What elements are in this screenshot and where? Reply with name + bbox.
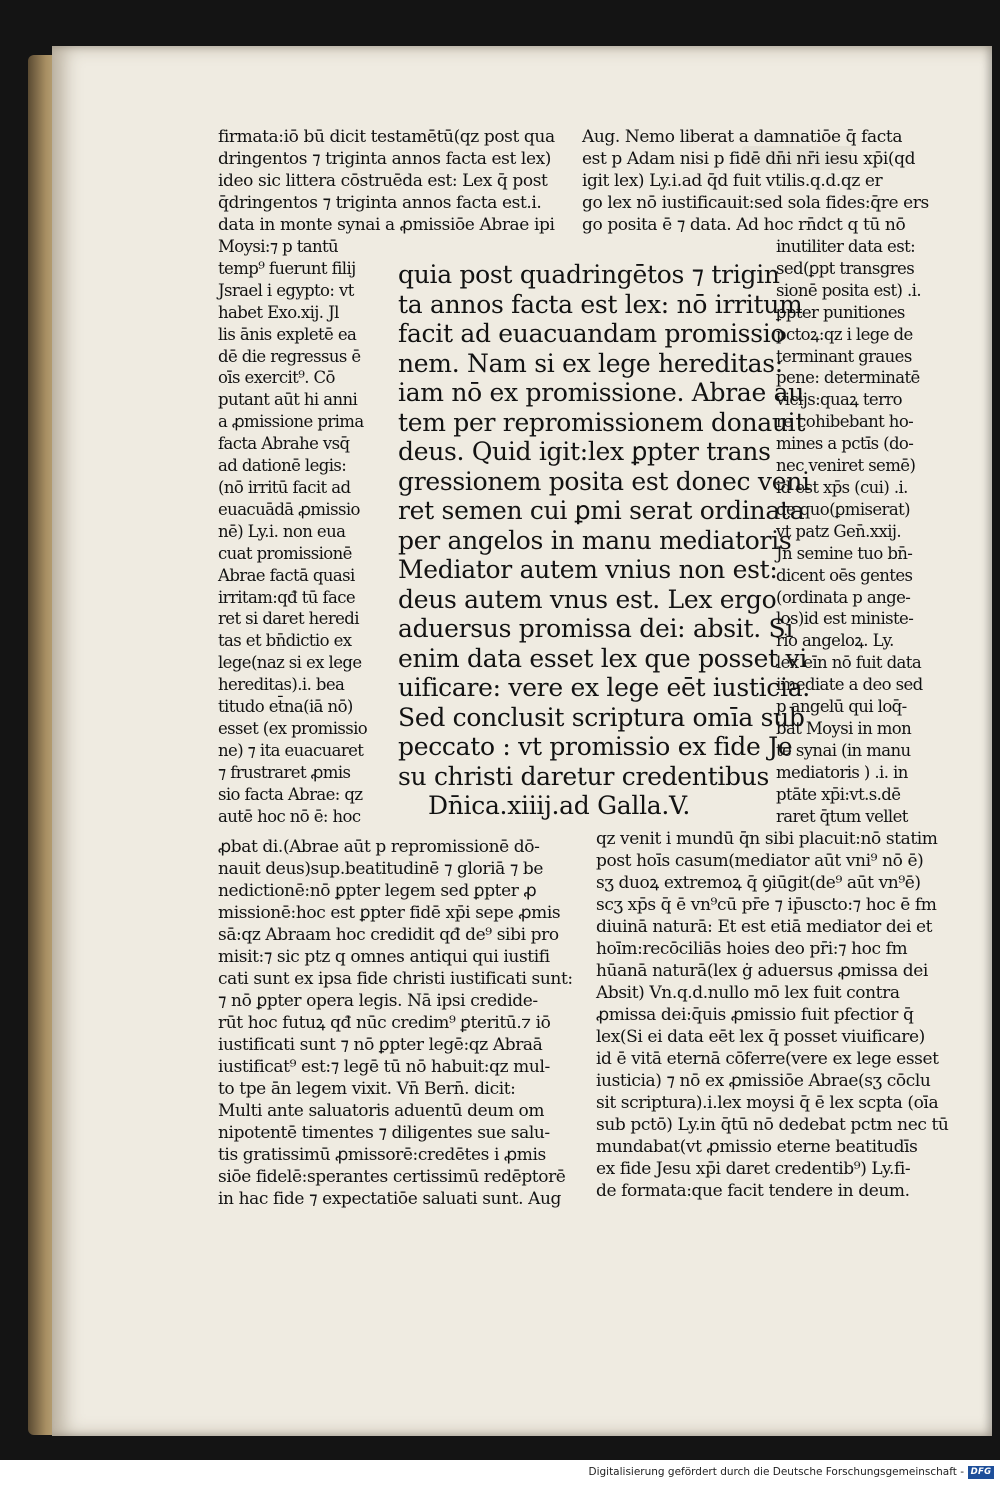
footer-credit [588, 1463, 994, 1481]
text-line: diuinā naturā: Et est etiā mediator dei et [596, 917, 933, 937]
text-line: ꝑpter punitiones [776, 302, 905, 322]
footer-text: Digitalisierung gefördert durch die Deutsche Forschungsgemeinschaft - [588, 1466, 964, 1478]
text-line: scʒ xp̄s q̄ ē vn⁹cū pr̄e ⁊ ip̄uscto:⁊ hoc ē fm [596, 895, 937, 915]
bottom-left-gloss [218, 836, 573, 1210]
left-column-gloss [218, 236, 367, 827]
text-line: habet Exo.xij. Jl [218, 302, 339, 322]
text-line: pene: determinatē [776, 368, 920, 388]
text-line: dringentos ⁊ triginta annos facta est lex) [218, 149, 552, 169]
text-line: Sed conclusit scriptura omīa sub [398, 702, 805, 732]
text-line: cati sunt ex ipsa fide christi iustificati sunt: [218, 969, 573, 989]
text-line: ptāte xp̄i:vt.s.dē [776, 784, 901, 804]
text-line: lis ānis expletē ea [218, 324, 357, 344]
text-line: iustificat⁹ est:⁊ legē tū nō habuit:qz mul- [218, 1057, 550, 1077]
text-line: facta Abrahe vsq̄ [218, 434, 350, 454]
text-line: pctoꝝ:qz i lege de [776, 324, 913, 344]
text-line: q̄dringentos ⁊ triginta annos facta est.i. [218, 193, 542, 213]
text-line: nipotentē timentes ⁊ diligentes sue salu- [218, 1123, 550, 1143]
text-line: mediatoris ) .i. in [776, 762, 908, 782]
text-line: hūanā naturā(lex ġ aduersus ꝓmissa dei [596, 961, 928, 981]
text-line: sā:qz Abraam hoc credidit qđ de⁹ sibi pro [218, 925, 559, 945]
text-line: rio angeloꝝ. Ly. [776, 631, 894, 651]
text-line: (ordinata p ange- [776, 587, 911, 607]
text-line: ret semen cui ꝑmi serat ordinata [398, 496, 805, 525]
text-line: vicijs:quaꝝ terro [776, 390, 902, 410]
text-line: iustificati sunt ⁊ nō ꝑpter legē:qz Abraā [218, 1035, 543, 1055]
text-line: terminant graues [776, 346, 912, 366]
text-line: enim data esset lex que posset vi [398, 643, 807, 673]
text-line: de formata:que facit tendere in deum. [596, 1181, 910, 1201]
text-line: data in monte synai a ꝓmissiōe Abrae ipi [218, 215, 555, 235]
text-line: id ē vitā eternā cōferre(vere ex lege esset [596, 1049, 939, 1069]
text-line: re cohibebant ho- [776, 412, 914, 432]
text-line: per angelos in manu mediatoris [398, 525, 792, 555]
text-line: dicent oēs gentes [776, 565, 913, 585]
text-line: misit:⁊ sic ptz q omnes antiqui qui iustifi [218, 947, 550, 967]
text-line: iam nō ex promissione. Abrae au [398, 378, 805, 407]
text-line: irritam:qđ tū face [218, 587, 356, 607]
text-line: nē) Ly.i. non eua [218, 521, 346, 541]
text-line: ꝓbat di.(Abrae aūt p repromissionē dō- [218, 837, 540, 857]
text-line: Multi ante saluatoris aduentū deum om [218, 1101, 545, 1121]
text-line: mines a pctīs (do- [776, 434, 914, 454]
text-line: tis gratissimū ꝓmissorē:credētes i ꝓmis [218, 1145, 546, 1165]
text-line: ad dationē legis: [218, 456, 347, 476]
text-line: Mediator autem vnius non est: [398, 555, 778, 584]
text-line: sionē posita est) .i. [776, 280, 921, 300]
text-line: aduersus promissa dei: absit. Si [398, 614, 794, 643]
text-line: nauit deus)sup.beatitudinē ⁊ gloriā ⁊ be [218, 859, 544, 879]
text-line: gressionem posita est donec veni [398, 466, 810, 496]
text-line: post hoīs casum(mediator aūt vni⁹ nō ē) [596, 851, 924, 871]
top-right-gloss [582, 126, 929, 236]
bottom-right-gloss [596, 828, 948, 1202]
text-line: ideo sic littera cōstruēda est: Lex q̄ post [218, 171, 548, 191]
text-line: nedictionē:nō ꝑpter legem sed ꝑpter ꝓ [218, 881, 537, 901]
text-line: ⁊ frustraret ꝓmis [218, 762, 351, 782]
main-text-lines [398, 260, 810, 791]
lection-heading: Dn̄ica.xiiij.ad Galla.V. [428, 791, 691, 820]
text-line: tem per repromissionem donauit [398, 407, 806, 437]
text-line: bat Moysi in mon [776, 718, 912, 738]
text-line: su christi daretur credentibus [398, 761, 770, 791]
text-line: lex eīn nō fuit data [776, 653, 922, 673]
text-line: in hac fide ⁊ expectatiōe saluati sunt. Aug [218, 1189, 561, 1209]
text-line: inutiliter data est: [776, 237, 916, 256]
text-line: esset (ex promissio [218, 718, 368, 738]
text-line: lege(naz si ex lege [218, 653, 362, 673]
text-line: hoīm:recōciliās hoies deo pr̄i:⁊ hoc fm [596, 939, 908, 959]
text-line: iusticia) ⁊ nō ex ꝓmissiōe Abrae(sʒ cōclu [596, 1071, 931, 1091]
text-line: deus autem vnus est. Lex ergo [398, 584, 777, 614]
text-line: ꝓmissa dei:q̄uis ꝓmissio fuit pfectior q̄ [596, 1005, 914, 1025]
text-line: go lex nō iustificauit:sed sola fides:q̄re ers [582, 193, 929, 213]
text-line: putant aūt hi anni [218, 390, 358, 410]
text-line: ne) ⁊ ita euacuaret [218, 740, 364, 760]
text-line: te synai (in manu [776, 740, 911, 760]
text-line: Aug. Nemo liberat a damnatiōe q̄ facta [582, 127, 903, 147]
text-line: sed(ꝑpt transgres [776, 258, 915, 278]
text-line: a ꝓmissione prima [218, 412, 364, 432]
text-line: titudo et̄na(iā nō) [218, 697, 353, 717]
text-line: siōe fidelē:sperantes certissimū redēptorē [218, 1167, 566, 1187]
dfg-logo-icon: DFG [968, 1466, 994, 1479]
text-line: deus. Quid igit:lex ꝑpter trans [398, 437, 771, 466]
text-line: sub pctō) Ly.in q̄tū nō dedebat pctm nec tū [596, 1115, 949, 1135]
text-line: sʒ duoꝝ extremoꝝ q̄ ꝯiūgit(de⁹ aūt vn⁹ē) [596, 873, 921, 893]
text-line: go posita ē ⁊ data. Ad hoc rn̄dct q tū nō [582, 215, 906, 235]
text-line: ta annos facta est lex: nō irritum [398, 289, 803, 319]
text-line: tas et bn̄dictio ex [218, 631, 352, 651]
text-line: ret si daret heredi [218, 609, 359, 629]
text-line: de quo(ꝑmiserat) [776, 499, 910, 519]
text-line: Abrae factā quasi [218, 565, 355, 585]
text-line: firmata:iō bū dicit testamētū(qz post qua [218, 127, 555, 147]
text-line: lex(Si ei data eēt lex q̄ posset viuificare) [596, 1027, 925, 1047]
text-line: euacuādā ꝓmissio [218, 499, 360, 519]
text-line: ex fide Jesu xp̄i daret credentib⁹) Ly.fi- [596, 1159, 911, 1179]
text-line: raret q̄tum vellet [776, 806, 908, 826]
text-line: Jn semine tuo bn̄- [776, 543, 913, 563]
text-line: p angelū qui loq̄- [776, 697, 907, 717]
text-line: nec veniret semē) [776, 456, 916, 476]
text-line: sio facta Abrae: qz [218, 784, 363, 804]
text-line: qz venit i mundū q̄n sibi placuit:nō statim [596, 829, 938, 849]
text-line: los)id est ministe- [776, 609, 914, 629]
text-line: sit scriptura).i.lex moysi q̄ ē lex scpta (oīa [596, 1093, 939, 1113]
text-line: rūt hoc futuꝝ qđ nūc credim⁹ ꝑteritū.⁊ iō [218, 1013, 551, 1033]
text-line: uificare: vere ex lege eēt iusticia. [398, 673, 810, 702]
text-line: Jsrael i egypto: vt [218, 280, 354, 300]
text-line: cuat promissionē [218, 543, 352, 563]
text-line: to tpe ān legem vixit. Vn̄ Bern̄. dicit: [218, 1079, 516, 1099]
text-line: hereditas).i. bea [218, 675, 345, 695]
text-line: igit lex) Ly.i.ad q̄d fuit vtilis.q.d.qz er [582, 171, 883, 191]
text-line: facit ad euacuandam promissio [398, 319, 786, 348]
text-line: missionē:hoc est ꝑpter fidē xp̄i sepe ꝓmis [218, 903, 561, 923]
main-text-block [398, 260, 810, 821]
text-line: vt patz Gen̄.xxij. [776, 521, 902, 541]
text-line: Absit) Vn.q.d.nullo mō lex fuit contra [596, 983, 900, 1003]
text-line: mundabat(vt ꝓmissio eterne beatitudīs [596, 1137, 918, 1157]
text-line: oīs exercit⁹. Cō [218, 368, 335, 388]
text-line: peccato : vt promissio ex fide Je [398, 732, 793, 761]
top-left-gloss [218, 126, 555, 236]
text-line: dē die regressus ē [218, 346, 361, 366]
text-line: (nō irritū facit ad [218, 477, 351, 497]
text-line: quia post quadringētos ⁊ trigin [398, 260, 780, 289]
text-line: id est xp̄s (cui) .i. [776, 477, 908, 497]
text-line: Moysi:⁊ p tantū [218, 237, 339, 256]
text-line: est p Adam nisi p fidē dn̄i nr̄i iesu xp̄i(qd [582, 149, 916, 169]
text-line: autē hoc nō ē: hoc [218, 806, 361, 826]
text-line: ⁊ nō ꝑpter opera legis. Nā ipsi credide- [218, 991, 538, 1011]
text-line: temp⁹ fuerunt filij [218, 258, 356, 278]
text-line: nem. Nam si ex lege hereditas: [398, 348, 783, 378]
text-line: imediate a deo sed [776, 675, 923, 695]
